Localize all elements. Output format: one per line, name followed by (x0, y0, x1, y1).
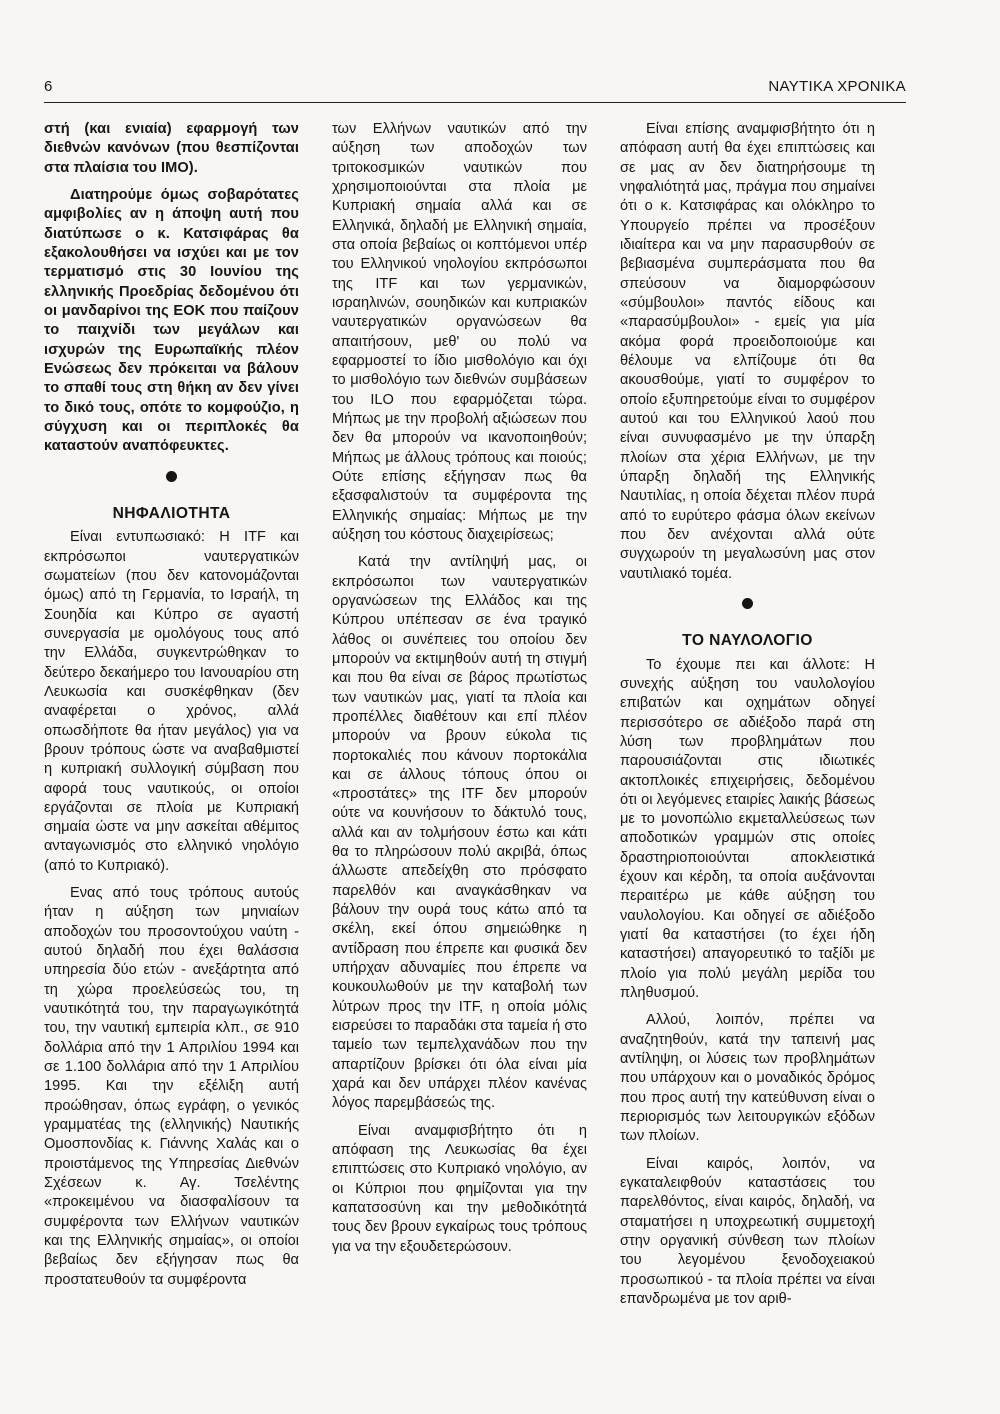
column-3 (620, 120, 875, 1317)
section-heading: ΤΟ ΝΑΥΛΟΛΟΓΙΟ (682, 631, 813, 649)
section-bullet (166, 471, 177, 482)
paragraph: Είναι επίσης αναμφισβήτητο ότι η απόφαση αυτή θα έχει επιπτώσεις και σε μας αν δεν διατηρήσουμε τη νηφαλιότητά μας, πράγμα που σημαίνει ότι ο κ. Κατσιφάρας και ολόκληρο το Υπουργείο πρέπει να προσέξουν ιδιαίτερα και να μην παρασυρθούν σε βεβιασμένα συμπεράσματα που θα σπεύσουν να διαμορφώσουν «σύμβουλοι» παντός είδους και «παρασύμβουλοι» - εμείς για μία ακόμα φορά προειδοποιούμε και θέλουμε να ελπίζουμε ότι θα ακουσθούμε, γιατί το συμφέρον το οποίο εξυπηρετούμε είναι το συμφέρον αυτού και του Ελληνικού λαού που είναι συνυφασμένο με την ύπαρξη πλοίων στα χέρια Ελλήνων, με την ύπαρξη δηλαδή της Ελληνικής Ναυτιλίας, η οποία δέχεται πλέον πυρά από το ευρύτερο φάσμα όλων εκείνων που δεν ανέχονται αλλά ούτε συγχωρούν τη μεγαλωσύνη μας στον ναυτιλιακό τομέα. (620, 121, 875, 582)
paragraph: Είναι αναμφισβήτητο ότι η απόφαση της Λευκωσίας θα έχει επιπτώσεις στο Κυπριακό νηολόγιο, αν οι Κύπριοι που φημίζονται για την καπατσοσύνη και την μεθοδικότητά τους δεν βρουν εγκαίρως τους τρόπους για να την εξουδετερώσουν. (332, 1122, 587, 1255)
paragraph: Είναι καιρός, λοιπόν, να εγκαταλειφθούν καταστάσεις του παρελθόντος, είναι καιρός, δηλαδή, να σταματήσει η υποχρεωτική συμμετοχή στην οργανική σύνθεση των πλοίων του λεγομένου ξενοδοχειακού προσωπικού - τα πλοία πρέπει να είναι επανδρωμένα με τον αριθ- (620, 1155, 875, 1308)
column-2 (332, 120, 587, 1265)
page-header (44, 76, 906, 102)
bold-paragraph: Διατηρούμε όμως σοβαρότατες αμφιβολίες αν η άποψη αυτή που διατύπωσε ο κ. Κατσιφάρας θα εξακολουθήσει να ισχύει και με τον τερματισμό στις 30 Ιουνίου της ελληνικής Προεδρίας δεδομένου ότι οι μανδαρίνοι της ΕΟΚ που παίζουν το παιχνίδι των μεγάλων και ισχυρών της Ευρωπαϊκής πλέον Ενώσεως δεν πρόκειται να βάλουν το σπαθί τους στη θήκη αν δεν γίνει το δικό τους, οπότε το κομφούζιο, η σύγχυση και οι περιπλοκές θα καταστούν αναπόφευκτες. (44, 186, 299, 455)
bold-paragraph: στή (και ενιαία) εφαρμογή των διεθνών κανόνων (που θεσπίζονται στα πλαίσια του IMO). (44, 121, 299, 176)
paragraph: Κατά την αντίληψή μας, οι εκπρόσωποι των ναυτεργατικών οργανώσεων της Ελλάδος και της Κύπρου υπέπεσαν σε ένα τραγικό λάθος οι συνέπειες του οποίου δεν μπορούν να εκτιμηθούν αυτή τη στιγμή και που θα είναι σε βάρος πρωτίστως των ναυτικών μας, γιατί τα πλοία και προπέλλες διαθέτουν και επί πλέον μπορούν να βρουν εύκολα τις πορτοκαλιές που κάνουν πορτοκάλια και σε άλλους τόπους όπου οι «προστάτες» της ITF δεν μπορούν ούτε να κουνήσουν το δάκτυλό τους, αλλά και αν τολμήσουν έστω και κάτι θα το πληρώσουν πολύ ακριβά, όπως άλλωστε απεδείχθη στο πρόσφατο παρελθόν και αναγκάσθηκαν να βάλουν την ουρά τους κάτω από τα σκέλη, εκεί όπου σημειώθηκε η αντίδραση που έπρεπε και φυσικά δεν υπήρχαν αδυναμίες που έπρεπε να κουκουλωθούν με την καταβολή των λύτρων προς την ITF, η οποία μόλις εισρεύσει το παραδάκι στα ταμεία ή στο ταμείο των τεμπελχανάδων που την απαρτίζουν βρίσκει ότι όλα είναι μία χαρά και δεν υπάρχει πλέον κανένας λόγος παρεμβάσεώς της. (332, 554, 587, 1112)
paragraph: των Ελλήνων ναυτικών από την αύξηση των αποδοχών των τριτοκοσμικών ναυτικών που χρησιμοποιούνται στα πλοία με Κυπριακή σημαία αλλά και σε Ελληνικά, δηλαδή με Ελληνική σημαία, στα οποία βεβαίως οι κοπτόμενοι υπέρ του Ελληνικού νηολογίου εκπρόσωποι της ITF και των γερμανικών, ισραηλινών, σουηδικών και κυπριακών ναυτεργατικών οργανώσεων θα απαιτήσουν, μεθ' ου πολύ να εφαρμοστεί το ίδιο μισθολόγιο και όχι το μισθολόγιο των διεθνών συμβάσεων του ILO που εφαρμόζεται τώρα. Μήπως με την προβολή αξιώσεων που δεν θα μπορούν να ικανοποιηθούν; Μήπως με άλλους τρόπους και ποιούς; Ούτε επίσης εξήγησαν πως θα εξασφαλιστούν τα συμφέροντα της Ελληνικής σημαίας: Μήπως με την αύξηση του κόστους διαχειρίσεως; (332, 121, 587, 543)
section-heading: ΝΗΦΑΛΙΟΤΗΤΑ (112, 504, 231, 522)
paragraph: Είναι εντυπωσιακό: Η ITF και εκπρόσωποι ναυτεργατικών σωματείων (που δεν κατονομάζονται όμως) από τη Γερμανία, το Ισραήλ, τη Σουηδία και Κύπρο σε αγαστή συνεργασία με ομολόγους τους από την Ελλάδα, συγκεντρώθηκαν το δεύτερο δεκαήμερο του Ιανουαρίου στη Λευκωσία και συσκέφθηκαν (δεν αναφέρεται ο χρόνος, αλλά οπωσδήποτε θα ήταν μεγάλος) για να βρουν τρόπους ώστε να αναβαθμιστεί η κυπριακή συλλογική σύμβαση που αφορά τους ναυτικούς, οι οποίοι εργάζονται σε πλοία με Κυπριακή σημαία ώστε να μην ασκείται αθέμιτος ανταγωνισμός στο ελληνικό νηολόγιο (από το Κυπριακό). (44, 529, 299, 874)
running-title: ΝΑΥΤΙΚΑ ΧΡΟΝΙΚΑ (768, 78, 906, 95)
column-1 (44, 120, 299, 1298)
page-number: 6 (44, 78, 53, 95)
paragraph: Το έχουμε πει και άλλοτε: Η συνεχής αύξηση του ναυλολογίου επιβατών και οχημάτων οδηγεί περισσότερο σε αδιέξοδο παρά στη λύση των προβλημάτων που παρουσιάζονται στις ιδιωτικές ακτοπλοικές επιχειρήσεις, δεδομένου ότι οι λεγόμενες εταιρίες λαικής βάσεως με το μονοπώλιο εκμεταλλεύσεως των αποδοτικών γραμμών στις οποίες δραστηριοποιούνται αποκλειστικά έχουν και κέρδη, τα οποία αυξάνονται περαιτέρω με κάθε αύξηση του ναυλολογίου. Και οδηγεί σε αδιέξοδο γιατί θα καταστήσει (το έχει ήδη καταστήσει) απαγορευτικό το ταξίδι με πλοίο για πολύ μεγάλη μερίδα του πληθυσμού. (620, 656, 875, 1002)
section-bullet (742, 598, 753, 609)
paragraph: Ενας από τους τρόπους αυτούς ήταν η αύξηση των μηνιαίων αποδοχών του προσοντούχου ναύτη - αυτού δηλαδή που έχει θαλάσσια υπηρεσία δύο ετών - ανεξάρτητα από τη χώρα προελεύσεώς του, τη ναυτικότητά του, την παραγωγικότητά του, την ναυτική εμπειρία κλπ., σε 910 δολλάρια από την 1 Απριλίου 1994 και σε 1.100 δολλάρια από την 1 Απριλίου 1995. Και την εξέλιξη αυτή προώθησαν, όπως εγράφη, ο γενικός γραμματέας της (ελληνικής) Ναυτικής Ομοσπονδίας κ. Γιάννης Χαλάς και ο προιστάμενος της Υπηρεσίας Διεθνών Σχέσεων κ. Αγ. Τσελέντης «προκειμένου να διασφαλίσουν τα συμφέροντα των Ελλήνων ναυτικών και της Ελληνικής σημαίας», οι οποίοι βεβαίως δεν εξήγησαν πως θα προστατευθούν τα συμφέροντα (44, 885, 299, 1288)
paragraph: Αλλού, λοιπόν, πρέπει να αναζητηθούν, κατά την ταπεινή μας αντίληψη, οι λύσεις των προβλημάτων που υπάρχουν και ο μοναδικός δρόμος που προς αυτή την κατεύθυνση είναι ο περιορισμός των λειτουργικών εξόδων των πλοίων. (620, 1012, 875, 1145)
header-rule (44, 102, 906, 103)
